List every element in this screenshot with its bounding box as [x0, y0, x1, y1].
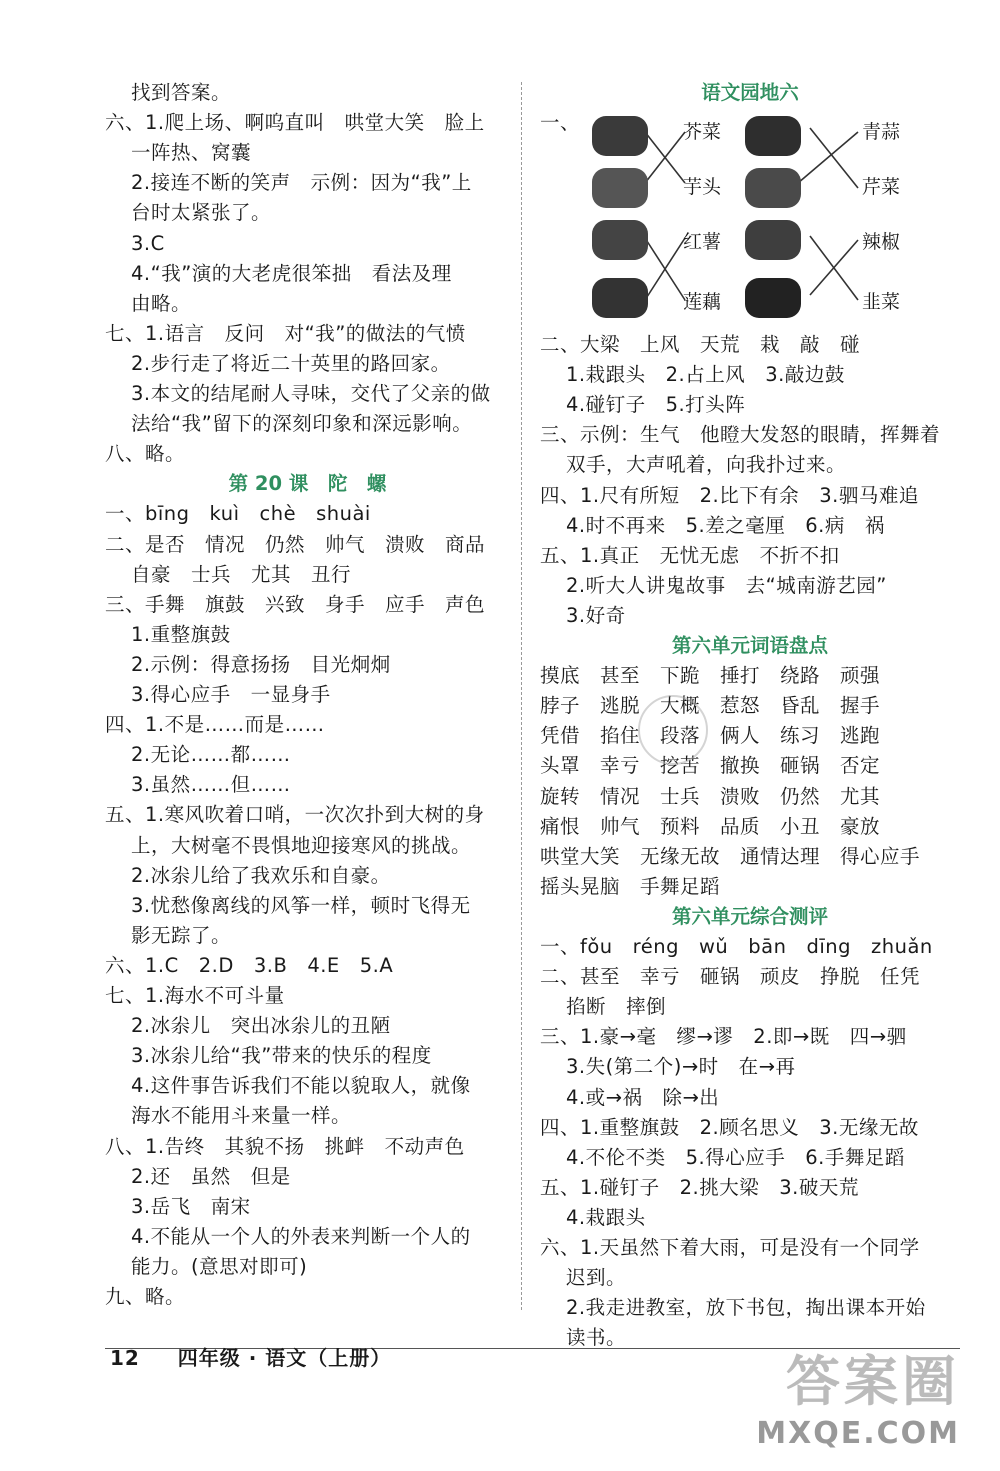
match-left-label: 芥菜 [683, 121, 722, 143]
answer-line: 2.我走进教室，放下书包，掏出课本开始 [566, 1296, 926, 1320]
answer-line: 迟到。 [566, 1266, 627, 1290]
answer-line: 能力。(意思对即可) [131, 1254, 308, 1278]
answer-line: 痛恨 帅气 预料 品质 小丑 豪放 [540, 814, 881, 838]
answer-line: 4.“我”演的大老虎很笨拙 看法及理 [131, 261, 452, 285]
answer-line: 3.得心应手 一显身手 [131, 683, 331, 706]
answer-line: 五、1.碰钉子 2.挑大梁 3.破天荒 [540, 1175, 859, 1199]
answer-line: 一阵热、窝囊 [131, 141, 252, 165]
answer-line: 四、1.不是……而是…… [105, 713, 325, 737]
answer-line: 3.岳飞 南宋 [131, 1194, 251, 1218]
answer-line: 4.栽跟头 [566, 1205, 646, 1229]
answer-line: 上，大树毫不畏惧地迎接寒风的挑战。 [131, 833, 472, 857]
answer-line: 3.冰尜儿给“我”带来的快乐的程度 [131, 1044, 432, 1068]
section-heading: 第 20 课 陀 螺 [228, 472, 387, 496]
question-number: 一、 [540, 111, 581, 134]
answer-line: 2.无论……都…… [131, 743, 291, 767]
answer-line: 2.听大人讲鬼故事 去“城南游艺园” [566, 573, 887, 597]
answer-line: 4.或→祸 除→出 [566, 1085, 720, 1109]
answer-line: 五、1.真正 无忧无虑 不折不扣 [540, 543, 840, 567]
answer-line: 二、大梁 上风 天荒 栽 敲 碰 [540, 333, 861, 356]
answer-line: 掐断 摔倒 [566, 995, 667, 1019]
answer-line: 3.忧愁像离线的风筝一样，顿时飞得无 [131, 893, 471, 917]
section-heading: 第六单元词语盘点 [671, 634, 828, 657]
leek-image [745, 220, 801, 260]
answer-line: 2.接连不断的笑声 示例：因为“我”上 [131, 171, 472, 195]
answer-line: 2.冰尜儿 突出冰尜儿的丑陋 [131, 1014, 391, 1038]
answer-line: 旋转 情况 士兵 溃败 仍然 尤其 [540, 784, 881, 808]
match-right-label: 芹菜 [862, 176, 901, 198]
answer-line: 六、1.爬上场、啊呜直叫 哄堂大笑 脸上 [105, 111, 485, 135]
match-right-label: 青蒜 [862, 121, 901, 143]
answer-line: 2.步行走了将近二十英里的路回家。 [131, 351, 451, 375]
answer-line: 法给“我”留下的深刻印象和深远影响。 [131, 412, 473, 436]
answer-line: 2.还 虽然 但是 [131, 1164, 291, 1188]
pepper-image [745, 278, 801, 318]
answer-line: 四、1.重整旗鼓 2.顾名思义 3.无缘无故 [540, 1115, 919, 1139]
answer-line: 二、是否 情况 仍然 帅气 溃败 商品 [105, 532, 486, 556]
answer-line: 3.虽然……但…… [131, 773, 291, 797]
answer-line: 4.不伦不类 5.得心应手 6.手舞足蹈 [566, 1145, 905, 1169]
answer-line: 一、fǒu réng wǔ bān dīng zhuǎn [540, 935, 933, 958]
match-left-label: 莲藕 [683, 291, 722, 313]
answer-line: 五、1.寒风吹着口哨，一次次扑到大树的身 [105, 803, 485, 827]
answer-line: 3.好奇 [566, 603, 626, 627]
lotus-root-image [592, 278, 648, 318]
answer-line: 2.冰尜儿给了我欢乐和自豪。 [131, 863, 391, 887]
match-right-label: 韭菜 [862, 291, 901, 313]
answer-line: 摇头晃脑 手舞足蹈 [540, 874, 721, 898]
watermark-url: MXQE.COM [756, 1416, 960, 1451]
answer-line: 由略。 [131, 291, 192, 315]
answer-line: 海水不能用斗来量一样。 [131, 1104, 352, 1128]
answer-line: 三、手舞 旗鼓 兴致 身手 应手 声色 [105, 592, 486, 616]
sweet-potato-image [592, 220, 648, 260]
answer-line: 影无踪了。 [131, 923, 232, 947]
answer-line: 八、略。 [105, 442, 186, 466]
answer-line: 六、1.C 2.D 3.B 4.E 5.A [105, 953, 394, 977]
answer-line: 台时太紧张了。 [131, 201, 272, 225]
matching-exercise [540, 108, 960, 333]
answer-line: 三、示例：生气 他瞪大发怒的眼睛，挥舞着 [540, 423, 941, 447]
answer-line: 四、1.尺有所短 2.比下有余 3.驷马难追 [540, 483, 919, 507]
column-divider [521, 82, 522, 1310]
answer-line: 1.栽跟头 2.占上风 3.敲边鼓 [566, 363, 845, 387]
watermark-logo: 答案圈 [786, 1350, 960, 1413]
match-left-label: 芋头 [683, 176, 722, 198]
answer-line: 八、1.告终 其貌不扬 挑衅 不动声色 [105, 1134, 465, 1158]
answer-line: 一、bīng kuì chè shuài [105, 502, 371, 526]
page-number: 12 [110, 1346, 140, 1370]
answer-line: 4.这件事告诉我们不能以貌取人，就像 [131, 1074, 471, 1098]
celery-image [745, 168, 801, 208]
answer-line: 找到答案。 [131, 81, 232, 104]
answer-line: 头罩 幸亏 挖苦 撤换 砸锅 否定 [540, 754, 881, 778]
mustard-image [592, 116, 648, 156]
answer-line: 自豪 士兵 尤其 丑行 [131, 562, 352, 586]
answer-line: 读书。 [566, 1326, 627, 1350]
footer [110, 1342, 391, 1371]
answer-line: 七、1.语言 反问 对“我”的做法的气愤 [105, 321, 466, 345]
taro-image [592, 168, 648, 208]
answer-line: 4.碰钉子 5.打头阵 [566, 393, 746, 417]
match-left-label: 红薯 [683, 231, 722, 253]
answer-line: 九、略。 [105, 1285, 186, 1308]
match-right-label: 辣椒 [862, 231, 901, 253]
answer-line: 二、甚至 幸亏 砸锅 顽皮 挣脱 任凭 [540, 965, 921, 989]
answer-line: 3.本文的结尾耐人寻味，交代了父亲的做 [131, 382, 491, 405]
section-heading: 语文园地六 [701, 81, 799, 104]
answer-line: 七、1.海水不可斗量 [105, 984, 285, 1007]
answer-line: 三、1.豪→毫 缪→谬 2.即→既 四→驷 [540, 1025, 907, 1049]
answer-line: 六、1.天虽然下着大雨，可是没有一个同学 [540, 1236, 920, 1259]
answer-line: 2.示例：得意扬扬 目光炯炯 [131, 652, 391, 676]
answer-line: 3.C [131, 231, 165, 255]
garlic-sprout-image [745, 116, 801, 156]
answer-line: 双手，大声吼着，向我扑过来。 [566, 453, 847, 477]
answer-line: 4.不能从一个人的外表来判断一个人的 [131, 1224, 471, 1248]
answer-line: 4.时不再来 5.差之毫厘 6.病 祸 [566, 513, 885, 537]
stamp-logo [638, 695, 708, 765]
answer-line: 1.重整旗鼓 [131, 622, 231, 646]
footer-label: 四年级 · 语文（上册） [177, 1346, 392, 1370]
answer-line: 脖子 逃脱 大概 惹怒 昏乱 握手 [540, 694, 881, 718]
answer-line: 3.失(第二个)→时 在→再 [566, 1055, 796, 1079]
answer-line: 摸底 甚至 下跪 捶打 绕路 顽强 [540, 664, 881, 688]
answer-line: 哄堂大笑 无缘无故 通情达理 得心应手 [540, 844, 921, 868]
answer-line: 凭借 掐住 段落 俩人 练习 逃跑 [540, 724, 881, 748]
section-heading: 第六单元综合测评 [671, 904, 828, 928]
